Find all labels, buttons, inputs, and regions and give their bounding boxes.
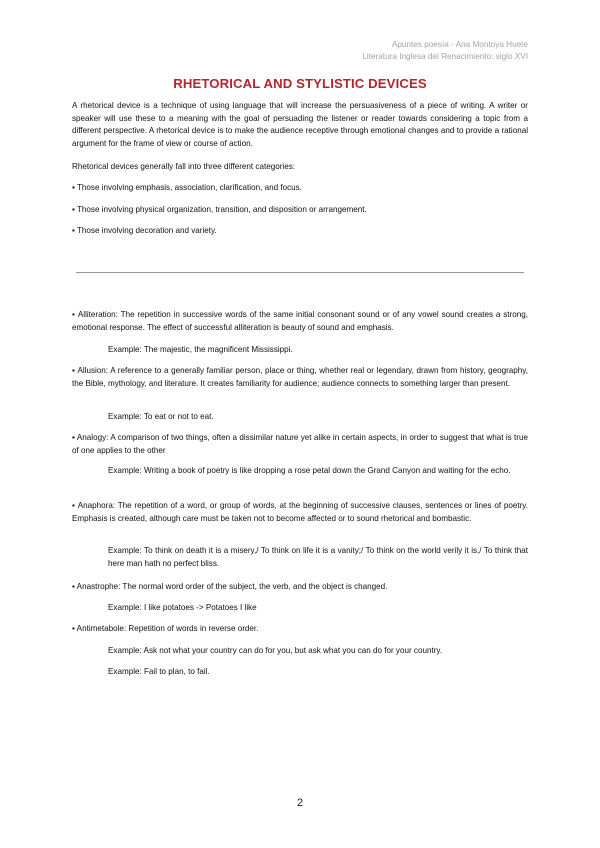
category-item: ▪ Those involving physical organization, transition, and disposition or arrangement. — [72, 205, 367, 214]
device-antimetabole: ▪ Antimetabole: Repetition of words in reverse order. — [72, 624, 259, 633]
device-alliteration: ▪ Alliteration: The repetition in successive words of the same initial consonant sound or of any vowel sound creates a strong, emotional response. The effect of successful alliteration is beauty of sound and emphasis. — [72, 310, 528, 332]
intro-paragraph: A rhetorical device is a technique of using language that will increase the persuasiveness of a piece of writing. A writer or speaker will use these to a meaning with the goal of persuading the listener or reader towards considering a topic from a different perspective. A rhetorical device is to make the audience receptive through emotional changes and to provide a rational argument for the frame of view or course of action. — [72, 101, 528, 148]
page-number: 2 — [296, 797, 304, 809]
example-antimetabole: Example: Ask not what your country can do for you, but ask what you can do for your country. — [108, 646, 443, 655]
example-anaphora: Example: To think on death it is a misery,/ To think on life it is a vanity;/ To think on the world verily it is,/ To think that here man hath no perfect bliss. — [108, 546, 528, 568]
example-antimetabole-2: Example: Fail to plan, to fail. — [108, 667, 210, 676]
page-title: RHETORICAL AND STYLISTIC DEVICES — [173, 76, 427, 91]
header-course: Literatura Inglesa del Renacimiento: siglo XVI — [362, 51, 528, 61]
device-anastrophe: ▪ Anastrophe: The normal word order of the subject, the verb, and the object is changed. — [72, 582, 388, 591]
category-item: ▪ Those involving emphasis, association, clarification, and focus. — [72, 183, 302, 192]
example-allusion: Example: To eat or not to eat. — [108, 412, 214, 421]
device-anaphora: ▪ Anaphora: The repetition of a word, or group of words, at the beginning of successive clauses, sentences or lines of poetry. Emphasis is created, although care must be taken not to become affected or to sound rhetorical and bombastic. — [72, 501, 528, 523]
device-analogy: ▪ Analogy: A comparison of two things, often a dissimilar nature yet alike in certain aspects, in order to suggest that what is true of one applies to the other — [72, 433, 528, 455]
running-header — [362, 39, 528, 62]
example-analogy: Example: Writing a book of poetry is like dropping a rose petal down the Grand Canyon and waiting for the echo. — [108, 466, 511, 475]
section-divider — [76, 272, 524, 273]
categories-lead: Rhetorical devices generally fall into three different categories: — [72, 162, 296, 171]
category-item: ▪ Those involving decoration and variety. — [72, 226, 217, 235]
header-author: Apuntes poesía - Ana Montoya Huete — [391, 40, 528, 49]
example-alliteration: Example: The majestic, the magnificent Mississippi. — [108, 345, 293, 354]
example-anastrophe: Example: I like potatoes -> Potatoes I like — [108, 603, 257, 612]
device-allusion: ▪ Allusion: A reference to a generally familiar person, place or thing, whether real or legendary, drawn from history, geography, the Bible, mythology, and literature. It creates familiarity for audience; audience connects to something larger than present. — [72, 366, 528, 388]
